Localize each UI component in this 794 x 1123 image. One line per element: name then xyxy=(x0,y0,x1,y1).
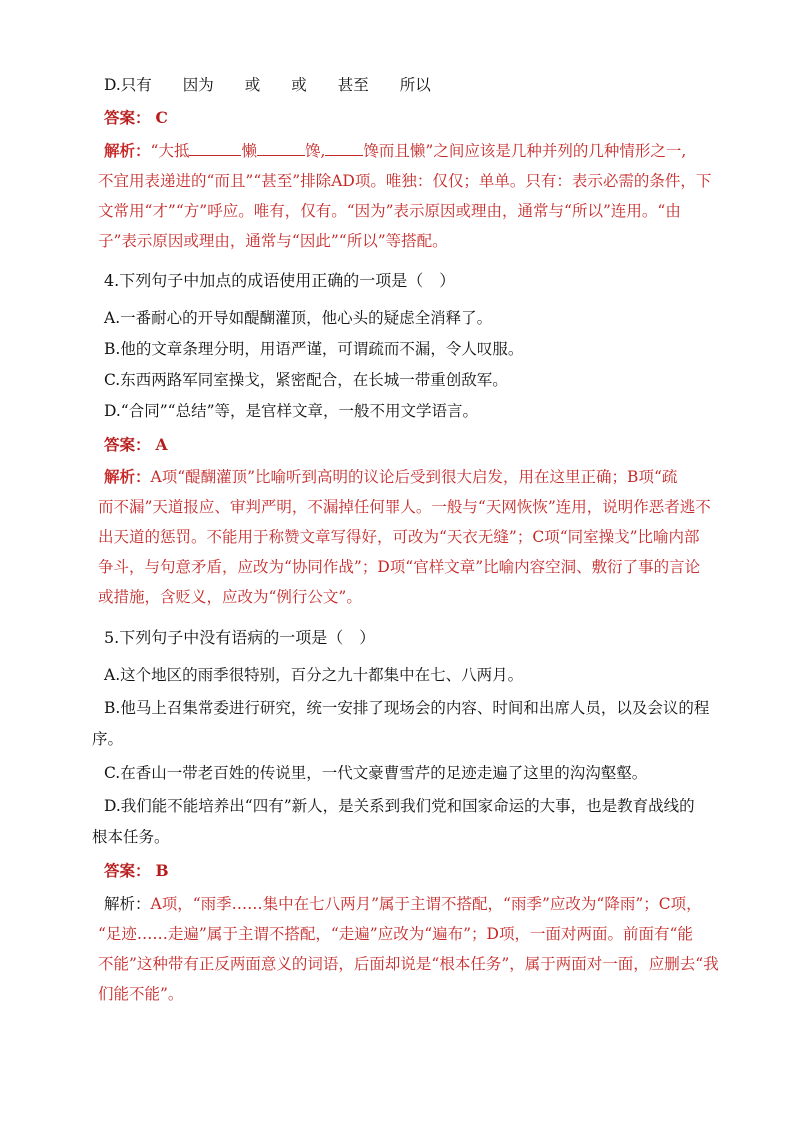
analysis-label: 解析： xyxy=(104,141,151,160)
q4-option-c: C.东西两路军同室操戈，紧密配合，在长城一带重创敌军。 xyxy=(104,371,508,389)
answer-value: B xyxy=(155,861,169,880)
q3-answer xyxy=(104,107,724,129)
q5-option-a: A.这个地区的雨季很特别，百分之九十都集中在七、八两月。 xyxy=(104,666,524,684)
q4-option-a: A.一番耐心的开导如醍醐灌顶，他心头的疑虑全消释了。 xyxy=(104,309,493,327)
q5-option-d: D.我们能不能培养出“四有”新人，是关系到我们党和国家命运的大事，也是教育战线的 xyxy=(104,797,695,815)
analysis-label: 解析： xyxy=(104,467,151,486)
analysis-label: 解析： xyxy=(104,895,151,913)
q5-analysis-line-3: 不能”这种带有正反两面意义的词语，后面却说是“根本任务”，属于两面对一面，应删去“我 xyxy=(98,955,719,973)
q4-analysis-line-2: 而不漏”天道报应、审判严明，不漏掉任何罪人。一般与“天网恢恢”连用，说明作恶者逃不 xyxy=(98,498,711,516)
fill-blank xyxy=(257,141,305,156)
q4-analysis-line-4: 争斗，与句意矛盾，应改为“协同作战”；D项“官样文章”比喻内容空洞、敷衍了事的言论 xyxy=(98,558,701,576)
q3-analysis-line-2: 不宜用表递进的“而且”“甚至”排除AD项。唯独：仅仅；单单。只有：表示必需的条件，下 xyxy=(98,172,712,190)
q3-analysis-line-4: 子”表示原因或理由，通常与“因此”“所以”等搭配。 xyxy=(98,232,448,250)
answer-label: 答案： xyxy=(104,435,151,454)
q4-stem: 4.下列句子中加点的成语使用正确的一项是（ ） xyxy=(104,271,456,290)
q4-analysis-line-1: 解析：A项“醍醐灌顶”比喻听到高明的议论后受到很大启发，用在这里正确；B项“疏 xyxy=(104,467,678,486)
q3-analysis-line-1: 解析：“大抵 懒 馋, 馋而且懒”之间应该是几种并列的几种情形之一, xyxy=(104,141,687,160)
q5-answer xyxy=(104,860,724,882)
q4-answer xyxy=(104,434,724,456)
answer-label: 答案： xyxy=(104,108,151,127)
q4-analysis-line-5: 或措施，含贬义，应改为“例行公文”。 xyxy=(98,588,362,606)
q5-option-c: C.在香山一带老百姓的传说里，一代文豪曹雪芹的足迹走遍了这里的沟沟壑壑。 xyxy=(104,764,648,782)
q3-option-d: D.只有 因为 或 或 甚至 所以 xyxy=(104,76,431,94)
q5-analysis-line-2: “足迹……走遍”属于主谓不搭配，“走遍”应改为“遍布”；D项，一面对两面。前面有“能 xyxy=(98,925,693,943)
q5-stem: 5.下列句子中没有语病的一项是（ ） xyxy=(104,628,376,647)
q4-option-d: D.“合同”“总结”等，是官样文章，一般不用文学语言。 xyxy=(104,402,478,420)
q5-option-b: B.他马上召集常委进行研究，统一安排了现场会的内容、时间和出席人员，以及会议的程 xyxy=(104,699,710,717)
q4-analysis-line-3: 出天道的惩罚。不能用于称赞文章写得好，可改为“天衣无缝”；C项“同室操戈”比喻内部 xyxy=(98,528,700,546)
answer-value: A xyxy=(155,435,168,454)
q4-option-b: B.他的文章条理分明，用语严谨，可谓疏而不漏，令人叹服。 xyxy=(104,340,524,358)
q3-analysis-line-3: 文常用“才”“方”呼应。唯有，仅有。“因为”表示原因或理由，通常与“所以”连用。“由 xyxy=(98,202,681,220)
answer-value: C xyxy=(155,108,168,127)
q5-option-b-cont: 序。 xyxy=(92,730,124,748)
answer-label: 答案： xyxy=(104,861,151,880)
q5-analysis-line-4: 们能不能”。 xyxy=(98,985,184,1003)
fill-blank xyxy=(189,141,241,156)
q5-option-d-cont: 根本任务。 xyxy=(92,828,170,846)
fill-blank xyxy=(325,141,363,156)
q5-analysis-line-1: 解析：A项，“雨季……集中在七八两月”属于主谓不搭配，“雨季”应改为“降雨”；C项， xyxy=(104,895,702,913)
